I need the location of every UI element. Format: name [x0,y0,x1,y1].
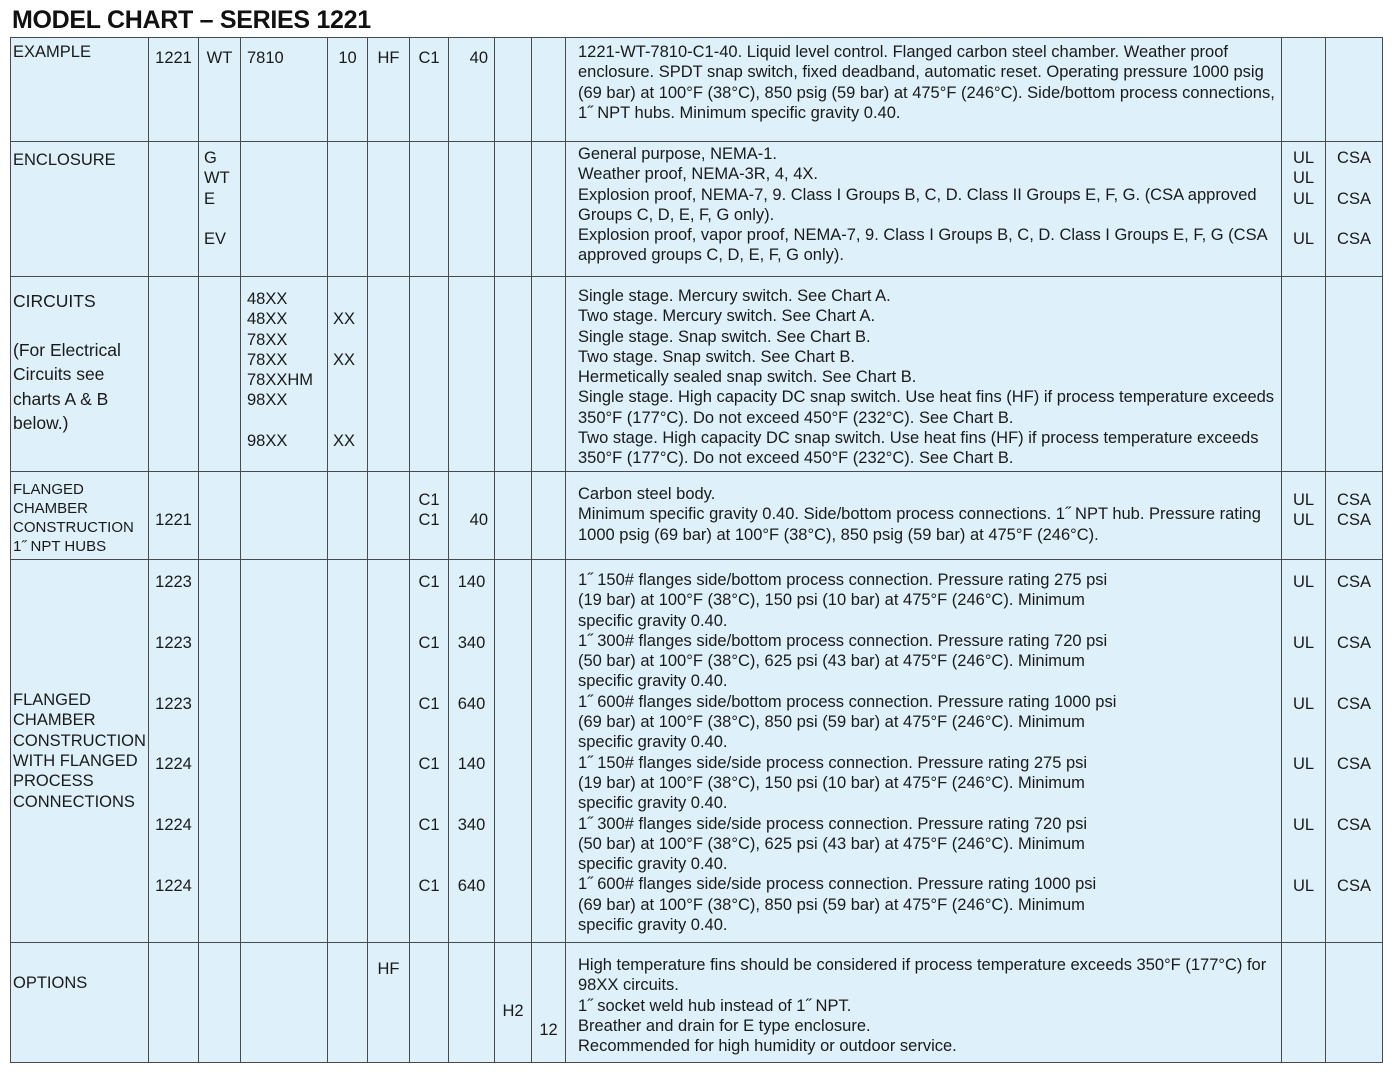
flanged-npt-label-line: FLANGED [13,481,84,498]
example-rating: 40 [449,38,495,142]
enclosure-desc-line: Weather proof, NEMA-3R, 4, 4X. [578,165,818,184]
row-circuits [11,277,1383,472]
body-code: C1 [418,633,440,652]
csa-badge: CSA [1337,491,1371,509]
circuit-stage: XX [333,310,356,329]
flanged-npt-csa [1326,472,1383,560]
row-example [11,38,1383,142]
flanged-conn-desc-line: 1˝ 300# flanges side/side process connection. Pressure rating 720 psi [578,814,1088,833]
flanged-conn-desc-line: (69 bar) at 100°F (38°C), 850 psi (59 bar) at 475°F (246°C). Minimum [578,895,1085,914]
circuits-note-line: charts A & B [13,388,109,409]
flanged-conn-empty-a [199,560,241,943]
circuits-desc-line: Single stage. High capacity DC snap switch. Use heat fins (HF) if process temperature exceeds [578,388,1275,407]
circuit-code: 98XX [247,391,288,410]
example-body: C1 [410,38,449,142]
options-empty-a [149,943,199,1063]
row-flanged-npt [11,472,1383,560]
circuits-desc-line: Two stage. High capacity DC snap switch. Use heat fins (HF) if process temperature exceeds [578,429,1259,448]
body-code: C1 [418,491,440,509]
flanged-conn-desc-line: specific gravity 0.40. [578,672,728,691]
enclosure-desc-line: approved groups C, D, E, F, G only). [578,246,844,265]
flanged-npt-empty-f [532,472,566,560]
flanged-npt-desc-line: 1000 psig (69 bar) at 100°F (38°C), 850 psig (59 bar) at 475°F (246°C). [578,525,1099,544]
flanged-conn-label-line: WITH FLANGED [13,752,138,770]
flanged-conn-desc-line: 1˝ 300# flanges side/bottom process connection. Pressure rating 720 psi [578,631,1108,650]
circuit-code: 78XXHM [247,371,314,390]
enclosure-label: ENCLOSURE [11,142,149,277]
flanged-npt-model: 1221 [149,472,199,560]
enclosure-csa [1326,142,1383,277]
example-ul [1282,38,1326,142]
circuits-desc-line: Two stage. Snap switch. See Chart B. [578,347,855,366]
circuits-spacer [13,314,145,338]
flanged-conn-models [149,560,199,943]
flanged-conn-label-line: FLANGED [13,691,91,710]
row-flanged-connections [11,560,1383,943]
flanged-conn-label-line: PROCESS [13,772,94,791]
body-code: C1 [418,876,440,895]
example-desc-line: 1˝ NPT hubs. Minimum specific gravity 0.40. [578,103,901,122]
flanged-conn-description [566,560,1282,943]
body-code: C1 [418,573,440,591]
model-chart-table [10,37,1383,1063]
flanged-npt-empty-e [495,472,532,560]
ul-badge: UL [1292,189,1315,208]
flanged-conn-desc-line: 1˝ 150# flanges side/side process connection. Pressure rating 275 psi [578,753,1088,772]
flanged-npt-empty-c [328,472,368,560]
csa-badge: CSA [1337,230,1371,249]
options-empty-c [241,943,328,1063]
circuits-desc-line: Hermetically sealed snap switch. See Chart B. [578,368,917,387]
circuits-empty-d [410,277,449,472]
rating-code: 340 [457,816,486,835]
ul-badge: UL [1292,573,1315,591]
flanged-npt-label-line: CHAMBER [13,500,89,517]
flanged-npt-label-line: CONSTRUCTION [13,519,134,536]
row-options [11,943,1383,1063]
body-code: C1 [418,694,440,713]
enclosure-codes [199,142,241,277]
circuits-empty-f [495,277,532,472]
circuits-note-line: below.) [13,413,69,433]
flanged-conn-empty-e [495,560,532,943]
enclosure-code [204,209,237,229]
csa-badge: CSA [1337,189,1371,208]
example-desc-line: enclosure. SPDT snap switch, fixed deadband, automatic reset. Operating pressure 1000 psig [578,63,1264,82]
flanged-npt-label [11,472,149,560]
flanged-conn-desc-line: (50 bar) at 100°F (38°C), 625 psi (43 bar) at 475°F (246°C). Minimum [578,652,1085,671]
enclosure-description [566,142,1282,277]
csa-badge: CSA [1337,755,1371,774]
row-enclosure [11,142,1383,277]
circuits-csa [1326,277,1383,472]
enclosure-desc-line: Explosion proof, vapor proof, NEMA-7, 9. Class I Groups B, C, D. Class I Groups E, F, G (CSA [578,226,1268,245]
csa-badge [1329,168,1379,188]
rating-code: 640 [457,876,486,895]
circuits-desc-line: 350°F (177°C). Do not exceed 450°F (232°C). See Chart B. [578,449,1014,468]
options-fins: HF [368,943,410,1063]
flanged-conn-desc-line: (69 bar) at 100°F (38°C), 850 psi (59 bar) at 475°F (246°C). Minimum [578,713,1085,732]
csa-badge: CSA [1337,633,1371,652]
ul-badge: UL [1292,511,1315,530]
flanged-conn-empty-c [328,560,368,943]
circuit-stage: XX [333,350,356,369]
flanged-conn-desc-line: 1˝ 150# flanges side/bottom process connection. Pressure rating 275 psi [578,571,1108,589]
flanged-conn-desc-line: specific gravity 0.40. [578,855,728,874]
model-code: 1223 [155,633,192,652]
flanged-conn-empty-f [532,560,566,943]
options-empty-d [328,943,368,1063]
csa-badge: CSA [1337,816,1371,835]
model-code: 1224 [155,816,192,835]
circuit-stage: XX [333,432,356,451]
circuits-desc-line: 350°F (177°C). Do not exceed 450°F (232°C). See Chart B. [578,408,1014,427]
enclosure-empty-c [368,142,410,277]
csa-badge: CSA [1337,876,1371,895]
ul-badge: UL [1292,230,1315,249]
flanged-npt-rating: 40 [449,472,495,560]
enclosure-desc-line: Explosion proof, NEMA-7, 9. Class I Groups B, C, D. Class II Groups E, F, G. (CSA approved [578,185,1257,204]
options-ul [1282,943,1326,1063]
example-stage: 10 [328,38,368,142]
example-desc-line: 1221-WT-7810-C1-40. Liquid level control. Flanged carbon steel chamber. Weather proof [578,43,1228,61]
enclosure-code: G [204,149,217,167]
flanged-conn-label-line: CONNECTIONS [13,792,135,811]
enclosure-empty-b [328,142,368,277]
options-desc-line: 98XX circuits. [578,976,679,995]
options-description [566,943,1282,1063]
csa-badge: CSA [1337,694,1371,713]
options-desc-line: High temperature fins should be considered if process temperature exceeds 350°F (177°C) for [578,956,1267,974]
options-empty-b [199,943,241,1063]
enclosure-ul [1282,142,1326,277]
circuits-empty-c [368,277,410,472]
ul-badge: UL [1292,149,1315,167]
circuits-desc-line: Single stage. Mercury switch. See Chart A. [578,287,891,305]
flanged-npt-empty-d [368,472,410,560]
example-desc-line: (69 bar) at 100°F (38°C), 850 psig (59 bar) at 475°F (246°C). Side/bottom process connections, [578,83,1275,102]
ul-badge: UL [1292,169,1315,188]
circuit-code: 78XX [247,350,288,369]
circuit-code [247,411,324,431]
body-code: C1 [418,511,440,530]
rating-code: 140 [457,573,486,591]
ul-badge: UL [1292,816,1315,835]
circuit-stage [333,330,364,350]
circuit-stage [333,289,364,309]
flanged-conn-desc-line: specific gravity 0.40. [578,733,728,752]
enclosure-empty-g [532,142,566,277]
circuits-note-line: (For Electrical [13,339,121,360]
circuit-code: 48XX [247,310,288,329]
ul-badge: UL [1292,876,1315,895]
enclosure-model-empty [149,142,199,277]
flanged-conn-empty-d [368,560,410,943]
options-desc-line: 1˝ socket weld hub instead of 1˝ NPT. [578,996,852,1015]
circuits-ul [1282,277,1326,472]
flanged-conn-label-line: CONSTRUCTION [13,731,146,750]
page-title: MODEL CHART – SERIES 1221 [12,6,371,34]
flanged-conn-desc-line: 1˝ 600# flanges side/bottom process connection. Pressure rating 1000 psi [578,692,1117,711]
options-csa [1326,943,1383,1063]
circuits-label-cell [11,277,149,472]
ul-badge: UL [1292,491,1315,509]
example-empty-1 [495,38,532,142]
enclosure-code: EV [204,230,227,249]
flanged-npt-desc-line: Carbon steel body. [578,485,716,503]
enclosure-code: WT [204,169,230,188]
circuit-code: 48XX [247,290,288,308]
csa-badge [1329,209,1379,229]
circuits-stages [328,277,368,472]
flanged-npt-description [566,472,1282,560]
body-code: C1 [418,755,440,774]
rating-code: 140 [457,755,486,774]
circuits-empty-g [532,277,566,472]
example-description [566,38,1282,142]
enclosure-desc-line: General purpose, NEMA-1. [578,145,778,163]
flanged-npt-label-line: 1˝ NPT HUBS [13,538,107,555]
rating-code: 640 [457,694,486,713]
options-desc-line: Breather and drain for E type enclosure. [578,1016,871,1035]
circuits-empty-e [449,277,495,472]
flanged-conn-ul [1282,560,1326,943]
ul-badge [1285,209,1322,229]
csa-badge: CSA [1337,573,1371,591]
circuit-stage [333,370,364,390]
model-code: 1223 [155,573,192,591]
circuit-stage [333,411,364,431]
circuits-description [566,277,1282,472]
flanged-conn-label-line: CHAMBER [13,711,96,730]
circuits-codes [241,277,328,472]
body-code: C1 [418,816,440,835]
ul-badge: UL [1292,694,1315,713]
options-empty-f [449,943,495,1063]
circuit-code: 78XX [247,330,288,349]
flanged-conn-empty-b [241,560,328,943]
example-circuit: 7810 [241,38,328,142]
example-empty-2 [532,38,566,142]
ul-badge: UL [1292,755,1315,774]
flanged-conn-desc-line: (19 bar) at 100°F (38°C), 150 psi (10 bar) at 475°F (246°C). Minimum [578,773,1085,792]
circuits-empty-a [149,277,199,472]
flanged-npt-empty-b [241,472,328,560]
rating-code: 340 [457,633,486,652]
model-code: 1224 [155,876,192,895]
circuits-label: CIRCUITS [13,291,96,311]
enclosure-empty-a [241,142,328,277]
example-csa [1326,38,1383,142]
circuit-stage [333,390,364,410]
options-hub: H2 [495,943,532,1063]
circuit-code: 98XX [247,432,288,451]
flanged-conn-csa [1326,560,1383,943]
enclosure-empty-d [410,142,449,277]
flanged-conn-bodies [410,560,449,943]
flanged-conn-desc-line: specific gravity 0.40. [578,611,728,630]
flanged-npt-empty-a [199,472,241,560]
example-fins: HF [368,38,410,142]
example-model: 1221 [149,38,199,142]
flanged-conn-desc-line: specific gravity 0.40. [578,794,728,813]
enclosure-desc-line: Groups C, D, E, F, G only). [578,205,775,224]
circuits-desc-line: Two stage. Mercury switch. See Chart A. [578,307,876,326]
csa-badge: CSA [1337,511,1371,530]
flanged-conn-desc-line: 1˝ 600# flanges side/side process connection. Pressure rating 1000 psi [578,875,1097,894]
options-desc-line: Recommended for high humidity or outdoor service. [578,1037,957,1056]
flanged-npt-bodies [410,472,449,560]
model-code: 1223 [155,694,192,713]
circuits-desc-line: Single stage. Snap switch. See Chart B. [578,327,871,346]
example-label: EXAMPLE [11,38,149,142]
flanged-conn-desc-line: specific gravity 0.40. [578,916,728,935]
flanged-conn-label [11,560,149,943]
flanged-conn-desc-line: (50 bar) at 100°F (38°C), 625 psi (43 bar) at 475°F (246°C). Minimum [578,834,1085,853]
enclosure-empty-f [495,142,532,277]
model-code: 1224 [155,755,192,774]
flanged-npt-desc-line: Minimum specific gravity 0.40. Side/bottom process connections. 1˝ NPT hub. Pressure rating [578,505,1261,524]
flanged-npt-ul [1282,472,1326,560]
ul-badge: UL [1292,633,1315,652]
circuits-note-line: Circuits see [13,364,105,384]
options-label: OPTIONS [11,943,149,1063]
options-breather: 12 [532,943,566,1063]
enclosure-empty-e [449,142,495,277]
flanged-conn-desc-line: (19 bar) at 100°F (38°C), 150 psi (10 bar) at 475°F (246°C). Minimum [578,591,1085,610]
enclosure-code: E [204,189,216,208]
circuits-empty-b [199,277,241,472]
flanged-conn-ratings [449,560,495,943]
options-empty-e [410,943,449,1063]
example-enclosure: WT [199,38,241,142]
csa-badge: CSA [1337,149,1371,167]
